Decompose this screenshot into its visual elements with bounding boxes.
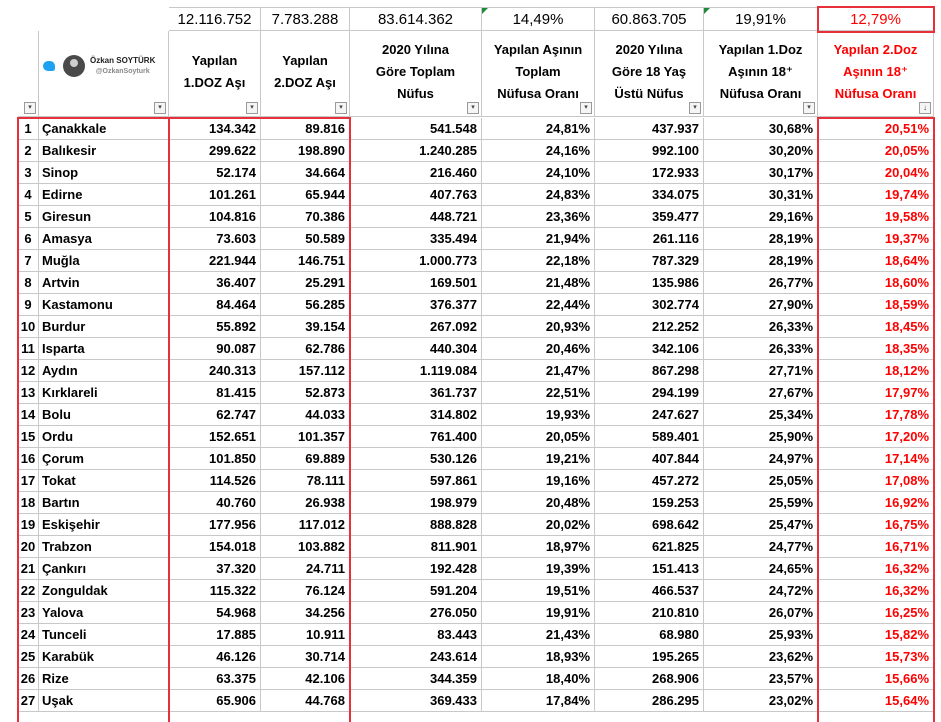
sort-descending-icon[interactable]: ↓ <box>919 102 931 114</box>
dose1-count[interactable]: 36.407 <box>169 272 261 294</box>
total-ratio[interactable]: 20,02% <box>482 514 595 536</box>
dose1-count[interactable]: 134.342 <box>169 118 261 140</box>
dose2-count[interactable]: 70.386 <box>261 206 350 228</box>
total-ratio[interactable]: 20,46% <box>482 338 595 360</box>
dose2-adult-ratio[interactable]: 16,92% <box>818 492 934 514</box>
dose1-count[interactable]: 62.747 <box>169 404 261 426</box>
province-name[interactable]: Çankırı <box>39 558 169 580</box>
population[interactable]: 448.721 <box>350 206 482 228</box>
adult-population[interactable]: 151.413 <box>595 558 704 580</box>
population[interactable]: 198.979 <box>350 492 482 514</box>
dose1-adult-ratio[interactable]: 27,90% <box>704 294 818 316</box>
header-adult-population: 2020 Yılına Göre 18 Yaş Üstü Nüfus ▾ <box>595 31 704 117</box>
dose2-adult-ratio[interactable]: 16,32% <box>818 558 934 580</box>
dose2-count[interactable]: 89.816 <box>261 118 350 140</box>
province-name[interactable]: Karabük <box>39 646 169 668</box>
province-name[interactable]: Eskişehir <box>39 514 169 536</box>
total-ratio[interactable]: 24,10% <box>482 162 595 184</box>
dose2-count[interactable]: 34.664 <box>261 162 350 184</box>
dose1-adult-ratio[interactable]: 30,31% <box>704 184 818 206</box>
total-ratio[interactable]: 19,51% <box>482 580 595 602</box>
adult-population[interactable]: 212.252 <box>595 316 704 338</box>
filter-dropdown-icon[interactable]: ▾ <box>335 102 347 114</box>
province-name[interactable]: Kastamonu <box>39 294 169 316</box>
row-index[interactable]: 1 <box>18 118 39 140</box>
adult-population[interactable]: 466.537 <box>595 580 704 602</box>
dose2-count[interactable]: 44.768 <box>261 690 350 712</box>
province-name[interactable]: Bolu <box>39 404 169 426</box>
filter-dropdown-icon[interactable]: ▾ <box>467 102 479 114</box>
population[interactable]: 169.501 <box>350 272 482 294</box>
filter-dropdown-icon[interactable]: ▾ <box>803 102 815 114</box>
dose1-count[interactable]: 17.885 <box>169 624 261 646</box>
dose1-adult-ratio[interactable]: 27,71% <box>704 360 818 382</box>
dose2-count[interactable]: 146.751 <box>261 250 350 272</box>
province-name[interactable]: Artvin <box>39 272 169 294</box>
dose2-adult-ratio[interactable]: 19,74% <box>818 184 934 206</box>
adult-population[interactable]: 159.253 <box>595 492 704 514</box>
population[interactable]: 761.400 <box>350 426 482 448</box>
row-index[interactable]: 5 <box>18 206 39 228</box>
dose1-adult-ratio[interactable]: 30,68% <box>704 118 818 140</box>
dose1-adult-ratio[interactable]: 24,77% <box>704 536 818 558</box>
dose1-count[interactable]: 154.018 <box>169 536 261 558</box>
header-dose1: Yapılan 1.DOZ Aşı ▾ <box>169 31 261 117</box>
adult-population[interactable]: 621.825 <box>595 536 704 558</box>
twitter-badge <box>43 51 163 81</box>
dose2-adult-ratio[interactable]: 18,60% <box>818 272 934 294</box>
dose1-count[interactable]: 52.174 <box>169 162 261 184</box>
dose2-adult-ratio[interactable]: 17,20% <box>818 426 934 448</box>
dose2-count[interactable]: 44.033 <box>261 404 350 426</box>
row-index[interactable]: 11 <box>18 338 39 360</box>
dose1-adult-ratio[interactable]: 26,07% <box>704 602 818 624</box>
dose2-adult-ratio[interactable]: 15,66% <box>818 668 934 690</box>
dose1-count[interactable]: 65.906 <box>169 690 261 712</box>
population[interactable]: 1.119.084 <box>350 360 482 382</box>
dose2-count[interactable]: 65.944 <box>261 184 350 206</box>
dose2-count[interactable]: 26.938 <box>261 492 350 514</box>
population[interactable]: 1.240.285 <box>350 140 482 162</box>
adult-population[interactable]: 589.401 <box>595 426 704 448</box>
row-index[interactable]: 16 <box>18 448 39 470</box>
population[interactable]: 541.548 <box>350 118 482 140</box>
dose1-adult-ratio[interactable]: 27,67% <box>704 382 818 404</box>
dose1-count[interactable]: 299.622 <box>169 140 261 162</box>
row-index[interactable]: 22 <box>18 580 39 602</box>
dose1-count[interactable]: 46.126 <box>169 646 261 668</box>
adult-population[interactable]: 992.100 <box>595 140 704 162</box>
twitter-bird-icon <box>43 61 55 71</box>
adult-population[interactable]: 261.116 <box>595 228 704 250</box>
province-name[interactable]: Tokat <box>39 470 169 492</box>
dose1-adult-ratio[interactable]: 23,57% <box>704 668 818 690</box>
dose2-count[interactable]: 157.112 <box>261 360 350 382</box>
row-index[interactable]: 18 <box>18 492 39 514</box>
dose2-count[interactable]: 25.291 <box>261 272 350 294</box>
adult-population[interactable]: 698.642 <box>595 514 704 536</box>
row-index[interactable]: 13 <box>18 382 39 404</box>
adult-population[interactable]: 359.477 <box>595 206 704 228</box>
total-ratio[interactable]: 21,94% <box>482 228 595 250</box>
total-ratio[interactable]: 19,16% <box>482 470 595 492</box>
population[interactable]: 591.204 <box>350 580 482 602</box>
dose1-count[interactable]: 54.968 <box>169 602 261 624</box>
adult-population[interactable]: 68.980 <box>595 624 704 646</box>
adult-population[interactable]: 286.295 <box>595 690 704 712</box>
population[interactable]: 344.359 <box>350 668 482 690</box>
dose2-adult-ratio[interactable]: 17,08% <box>818 470 934 492</box>
total-adult-population[interactable]: 60.863.705 <box>595 7 704 31</box>
population[interactable]: 276.050 <box>350 602 482 624</box>
dose1-adult-ratio[interactable]: 25,59% <box>704 492 818 514</box>
total-ratio[interactable]: 19,93% <box>482 404 595 426</box>
population[interactable]: 888.828 <box>350 514 482 536</box>
total-ratio[interactable]: 24,81% <box>482 118 595 140</box>
comment-indicator-icon <box>482 8 488 14</box>
dose2-count[interactable]: 117.012 <box>261 514 350 536</box>
total-ratio[interactable]: 22,18% <box>482 250 595 272</box>
row-index[interactable]: 12 <box>18 360 39 382</box>
dose2-adult-ratio[interactable]: 16,75% <box>818 514 934 536</box>
dose1-count[interactable]: 177.956 <box>169 514 261 536</box>
adult-population[interactable]: 787.329 <box>595 250 704 272</box>
row-index[interactable]: 9 <box>18 294 39 316</box>
dose2-adult-ratio[interactable]: 19,37% <box>818 228 934 250</box>
province-name[interactable]: Muğla <box>39 250 169 272</box>
total-ratio[interactable]: 19,91% <box>482 602 595 624</box>
province-name[interactable]: Trabzon <box>39 536 169 558</box>
total-ratio[interactable]: 21,48% <box>482 272 595 294</box>
dose2-count[interactable]: 34.256 <box>261 602 350 624</box>
row-index[interactable]: 21 <box>18 558 39 580</box>
dose2-adult-ratio[interactable]: 17,78% <box>818 404 934 426</box>
row-index[interactable]: 15 <box>18 426 39 448</box>
dose1-adult-ratio[interactable]: 25,90% <box>704 426 818 448</box>
header-dose1-adult-ratio: Yapılan 1.Doz Aşının 18⁺ Nüfusa Oranı ▾ <box>704 31 818 117</box>
dose1-adult-ratio[interactable]: 24,65% <box>704 558 818 580</box>
dose2-adult-ratio[interactable]: 16,25% <box>818 602 934 624</box>
province-name[interactable]: Çorum <box>39 448 169 470</box>
population[interactable]: 361.737 <box>350 382 482 404</box>
dose1-adult-ratio[interactable]: 23,62% <box>704 646 818 668</box>
dose2-adult-ratio[interactable]: 19,58% <box>818 206 934 228</box>
dose1-adult-ratio[interactable]: 24,72% <box>704 580 818 602</box>
dose2-count[interactable]: 69.889 <box>261 448 350 470</box>
province-name[interactable]: Tunceli <box>39 624 169 646</box>
province-name[interactable]: Çanakkale <box>39 118 169 140</box>
row-index[interactable]: 23 <box>18 602 39 624</box>
filter-dropdown-icon[interactable]: ▾ <box>689 102 701 114</box>
row-index[interactable]: 19 <box>18 514 39 536</box>
row-index[interactable]: 8 <box>18 272 39 294</box>
dose1-adult-ratio[interactable]: 24,97% <box>704 448 818 470</box>
total-ratio[interactable]: 22,51% <box>482 382 595 404</box>
row-index[interactable]: 20 <box>18 536 39 558</box>
filter-dropdown-icon[interactable]: ▾ <box>154 102 166 114</box>
dose1-adult-ratio[interactable]: 26,77% <box>704 272 818 294</box>
province-name[interactable]: Balıkesir <box>39 140 169 162</box>
total-ratio[interactable]: 20,05% <box>482 426 595 448</box>
adult-population[interactable]: 172.933 <box>595 162 704 184</box>
province-name[interactable]: Ordu <box>39 426 169 448</box>
adult-population[interactable]: 247.627 <box>595 404 704 426</box>
header-dose2: Yapılan 2.DOZ Aşı ▾ <box>261 31 350 117</box>
adult-population[interactable]: 867.298 <box>595 360 704 382</box>
twitter-handle: @OzkanSoyturk <box>95 68 150 75</box>
dose2-count[interactable]: 50.589 <box>261 228 350 250</box>
population[interactable]: 216.460 <box>350 162 482 184</box>
dose2-count[interactable]: 39.154 <box>261 316 350 338</box>
adult-population[interactable]: 407.844 <box>595 448 704 470</box>
row-index[interactable]: 10 <box>18 316 39 338</box>
total-ratio[interactable]: 18,40% <box>482 668 595 690</box>
dose2-adult-ratio[interactable]: 18,45% <box>818 316 934 338</box>
total-population[interactable]: 83.614.362 <box>350 7 482 31</box>
dose1-adult-ratio[interactable]: 28,19% <box>704 250 818 272</box>
total-dose2-adult-ratio[interactable]: 12,79% <box>818 7 934 31</box>
total-ratio[interactable]: 24,16% <box>482 140 595 162</box>
row-index[interactable]: 4 <box>18 184 39 206</box>
dose2-adult-ratio[interactable]: 16,71% <box>818 536 934 558</box>
province-name[interactable]: Rize <box>39 668 169 690</box>
dose1-count[interactable]: 84.464 <box>169 294 261 316</box>
dose1-adult-ratio[interactable]: 23,02% <box>704 690 818 712</box>
adult-population[interactable]: 135.986 <box>595 272 704 294</box>
dose2-count[interactable]: 56.285 <box>261 294 350 316</box>
dose2-count[interactable]: 42.106 <box>261 668 350 690</box>
dose2-adult-ratio[interactable]: 20,05% <box>818 140 934 162</box>
dose1-count[interactable]: 114.526 <box>169 470 261 492</box>
total-ratio[interactable]: 19,21% <box>482 448 595 470</box>
header-ratio: Yapılan Aşının Toplam Nüfusa Oranı ▾ <box>482 31 595 117</box>
header-population: 2020 Yılına Göre Toplam Nüfus ▾ <box>350 31 482 117</box>
province-name[interactable]: Kırklareli <box>39 382 169 404</box>
dose2-adult-ratio[interactable]: 17,14% <box>818 448 934 470</box>
dose1-count[interactable]: 40.760 <box>169 492 261 514</box>
adult-population[interactable]: 294.199 <box>595 382 704 404</box>
dose1-count[interactable]: 101.850 <box>169 448 261 470</box>
population[interactable]: 369.433 <box>350 690 482 712</box>
population[interactable]: 530.126 <box>350 448 482 470</box>
dose2-count[interactable]: 198.890 <box>261 140 350 162</box>
dose1-count[interactable]: 152.651 <box>169 426 261 448</box>
total-ratio[interactable]: 20,93% <box>482 316 595 338</box>
dose1-count[interactable]: 240.313 <box>169 360 261 382</box>
dose1-adult-ratio[interactable]: 30,20% <box>704 140 818 162</box>
total-ratio[interactable]: 17,84% <box>482 690 595 712</box>
adult-population[interactable]: 437.937 <box>595 118 704 140</box>
dose2-count[interactable]: 101.357 <box>261 426 350 448</box>
total-ratio[interactable]: 20,48% <box>482 492 595 514</box>
dose1-adult-ratio[interactable]: 28,19% <box>704 228 818 250</box>
province-name[interactable]: Bartın <box>39 492 169 514</box>
province-name[interactable]: Yalova <box>39 602 169 624</box>
filter-dropdown-icon[interactable]: ▾ <box>246 102 258 114</box>
dose1-count[interactable]: 81.415 <box>169 382 261 404</box>
population[interactable]: 335.494 <box>350 228 482 250</box>
twitter-name: Özkan SOYTÜRK <box>90 56 156 65</box>
population[interactable]: 440.304 <box>350 338 482 360</box>
total-ratio[interactable]: 14,49% <box>482 7 595 31</box>
row-index[interactable]: 6 <box>18 228 39 250</box>
total-dose1-adult-ratio[interactable]: 19,91% <box>704 7 818 31</box>
dose2-count[interactable]: 24.711 <box>261 558 350 580</box>
row-index[interactable]: 2 <box>18 140 39 162</box>
population[interactable]: 192.428 <box>350 558 482 580</box>
dose1-adult-ratio[interactable]: 25,47% <box>704 514 818 536</box>
dose1-adult-ratio[interactable]: 25,34% <box>704 404 818 426</box>
adult-population[interactable]: 210.810 <box>595 602 704 624</box>
avatar <box>63 55 85 77</box>
population[interactable]: 1.000.773 <box>350 250 482 272</box>
dose2-count[interactable]: 10.911 <box>261 624 350 646</box>
header-dose2-adult-ratio: Yapılan 2.Doz Aşının 18⁺ Nüfusa Oranı ↓ <box>818 31 934 117</box>
row-index[interactable]: 25 <box>18 646 39 668</box>
dose2-adult-ratio[interactable]: 18,12% <box>818 360 934 382</box>
adult-population[interactable]: 334.075 <box>595 184 704 206</box>
dose2-adult-ratio[interactable]: 15,82% <box>818 624 934 646</box>
total-dose2[interactable]: 7.783.288 <box>261 7 350 31</box>
dose1-adult-ratio[interactable]: 25,05% <box>704 470 818 492</box>
dose1-adult-ratio[interactable]: 30,17% <box>704 162 818 184</box>
dose2-adult-ratio[interactable]: 15,64% <box>818 690 934 712</box>
dose1-count[interactable]: 55.892 <box>169 316 261 338</box>
dose2-count[interactable]: 30.714 <box>261 646 350 668</box>
adult-population[interactable]: 302.774 <box>595 294 704 316</box>
row-index[interactable]: 26 <box>18 668 39 690</box>
dose1-count[interactable]: 101.261 <box>169 184 261 206</box>
dose2-adult-ratio[interactable]: 16,32% <box>818 580 934 602</box>
province-name[interactable]: Amasya <box>39 228 169 250</box>
adult-population[interactable]: 268.906 <box>595 668 704 690</box>
total-ratio[interactable]: 19,39% <box>482 558 595 580</box>
province-name[interactable]: Zonguldak <box>39 580 169 602</box>
province-name[interactable]: Burdur <box>39 316 169 338</box>
dose1-count[interactable]: 63.375 <box>169 668 261 690</box>
dose1-adult-ratio[interactable]: 26,33% <box>704 338 818 360</box>
total-ratio[interactable]: 21,47% <box>482 360 595 382</box>
dose1-count[interactable]: 221.944 <box>169 250 261 272</box>
province-name[interactable]: Edirne <box>39 184 169 206</box>
dose2-count[interactable]: 103.882 <box>261 536 350 558</box>
total-dose1[interactable]: 12.116.752 <box>169 7 261 31</box>
population[interactable]: 811.901 <box>350 536 482 558</box>
population[interactable]: 243.614 <box>350 646 482 668</box>
dose2-count[interactable]: 52.873 <box>261 382 350 404</box>
dose2-count[interactable]: 62.786 <box>261 338 350 360</box>
dose1-count[interactable]: 115.322 <box>169 580 261 602</box>
dose1-adult-ratio[interactable]: 29,16% <box>704 206 818 228</box>
total-ratio[interactable]: 21,43% <box>482 624 595 646</box>
dose1-count[interactable]: 104.816 <box>169 206 261 228</box>
adult-population[interactable]: 342.106 <box>595 338 704 360</box>
dose1-count[interactable]: 73.603 <box>169 228 261 250</box>
total-ratio[interactable]: 22,44% <box>482 294 595 316</box>
comment-indicator-icon <box>704 8 710 14</box>
row-index[interactable]: 7 <box>18 250 39 272</box>
population[interactable]: 267.092 <box>350 316 482 338</box>
header-index <box>18 31 39 117</box>
province-name[interactable]: Aydın <box>39 360 169 382</box>
province-name[interactable]: Uşak <box>39 690 169 712</box>
filter-dropdown-icon[interactable]: ▾ <box>24 102 36 114</box>
dose2-count[interactable]: 78.111 <box>261 470 350 492</box>
dose2-adult-ratio[interactable]: 18,64% <box>818 250 934 272</box>
dose2-adult-ratio[interactable]: 17,97% <box>818 382 934 404</box>
row-index[interactable]: 24 <box>18 624 39 646</box>
population[interactable]: 597.861 <box>350 470 482 492</box>
row-index[interactable]: 3 <box>18 162 39 184</box>
filter-dropdown-icon[interactable]: ▾ <box>580 102 592 114</box>
dose2-adult-ratio[interactable]: 20,51% <box>818 118 934 140</box>
dose2-adult-ratio[interactable]: 18,59% <box>818 294 934 316</box>
dose2-adult-ratio[interactable]: 15,73% <box>818 646 934 668</box>
dose2-adult-ratio[interactable]: 18,35% <box>818 338 934 360</box>
dose1-adult-ratio[interactable]: 25,93% <box>704 624 818 646</box>
population[interactable]: 376.377 <box>350 294 482 316</box>
province-name[interactable]: Giresun <box>39 206 169 228</box>
dose1-adult-ratio[interactable]: 26,33% <box>704 316 818 338</box>
population[interactable]: 83.443 <box>350 624 482 646</box>
total-ratio[interactable]: 23,36% <box>482 206 595 228</box>
total-ratio[interactable]: 18,97% <box>482 536 595 558</box>
row-index[interactable]: 14 <box>18 404 39 426</box>
dose2-count[interactable]: 76.124 <box>261 580 350 602</box>
dose1-count[interactable]: 37.320 <box>169 558 261 580</box>
total-ratio[interactable]: 24,83% <box>482 184 595 206</box>
row-index[interactable]: 17 <box>18 470 39 492</box>
header-province <box>39 31 169 117</box>
province-name[interactable]: Isparta <box>39 338 169 360</box>
population[interactable]: 314.802 <box>350 404 482 426</box>
row-index[interactable]: 27 <box>18 690 39 712</box>
adult-population[interactable]: 457.272 <box>595 470 704 492</box>
dose2-adult-ratio[interactable]: 20,04% <box>818 162 934 184</box>
adult-population[interactable]: 195.265 <box>595 646 704 668</box>
population[interactable]: 407.763 <box>350 184 482 206</box>
dose1-count[interactable]: 90.087 <box>169 338 261 360</box>
total-ratio[interactable]: 18,93% <box>482 646 595 668</box>
province-name[interactable]: Sinop <box>39 162 169 184</box>
